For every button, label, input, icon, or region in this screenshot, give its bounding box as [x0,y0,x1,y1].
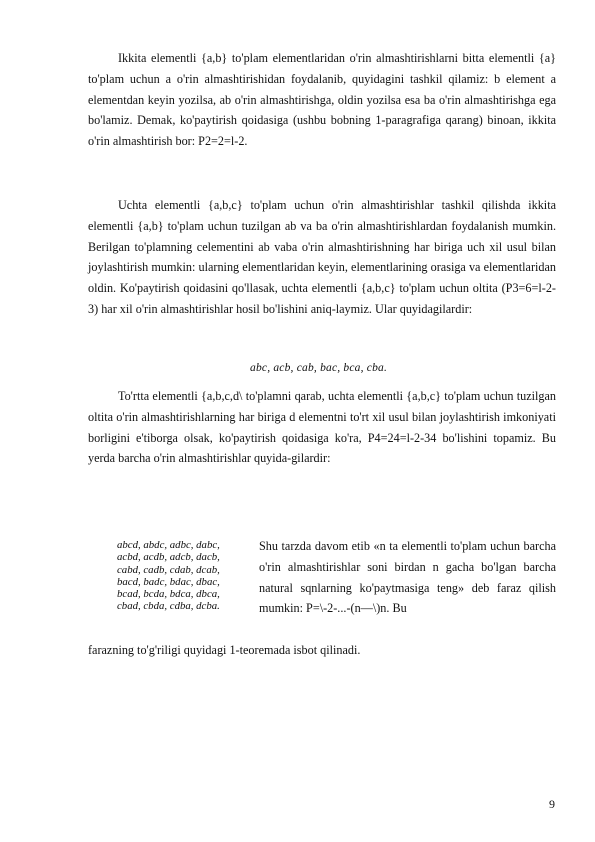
permutation-row: cbad, cbda, cdba, dcba. [117,600,220,613]
page-number: 9 [549,797,555,811]
three-element-permutations: abc, acb, cab, bac, bca, cba. [250,362,388,374]
paragraph-four-element [88,386,556,469]
paragraph-text: Ikkita elementli {a,b} to'plam elementlaridan o'rin almashtirishlarni bitta elementli {a} to'plam uchun a o'rin almashtirishidan foydalanib, quyidagini tashkil qilamiz: b element a elementdan keyin yozilsa, ab o'rin almashtirishga, oldin yozilsa esa ba o'rin almashtirishga ega bo'lamiz. Demak, ko'paytirish qoidasiga (ushbu bobning 1-paragrafiga qarang) binoan, ikkita o'rin almashtirish bor: P2=2=l-2. [88,51,556,149]
permutation-row: bacd, badc, bdac, dbac, [117,575,220,588]
permutation-row: bcad, bcda, bdca, dbca, [117,588,220,601]
paragraph-three-element [88,195,556,320]
permutation-row: cabd, cadb, cdab, dcab, [117,563,220,576]
paragraph-two-element [88,48,556,152]
paragraph-text: To'rtta elementli {a,b,c,d\ to'plamni qarab, uchta elementli {a,b,c} to'plam uchun tuzilgan oltita o'rin almashtirishlarning har biriga d elementni to'rt xil usul bilan joylashtirish imkoniyati borligini e'tiborga olsak, ko'paytirish qoidasiga ko'ra, P4=24=l-2-34 bo'lishini topamiz. Bu yerda barcha o'rin almashtirishlar quyida-gilardir: [88,389,556,466]
four-element-permutations-table [117,539,220,613]
paragraph-text: Uchta elementli {a,b,c} to'plam uchun o'rin almashtirishlar tashkil qilishda ikkita elementli {a,b} to'plam uchun tuzilgan ab va ba o'rin almashtirishlardan foydalanish mumkin. Berilgan to'plamning celementini ab vaba o'rin almashtirishning har biriga uch xil usul bilan joylashtirish mumkin: ularning elementlaridan keyin, elementlarining orasiga va elementlaridan oldin. Ko'paytirish qoidasini qo'llasak, uchta elementli {a,b,c} to'plam uchun oltita (P3=6=l-2-3) har xil o'rin almashtirishlar hosil bo'lishini aniq-laymiz. Ular quyidagilardir: [88,198,556,316]
permutation-row: abcd, abdc, adbc, dabc, [117,539,220,551]
permutation-row: acbd, acdb, adcb, dacb, [117,551,220,564]
paragraph-general-hypothesis: Shu tarzda davom etib «n ta elementli to'plam uchun barcha o'rin almashtirishlar soni birdan n gacha bo'lgan barcha natural sqnlarning ko'paytmasiga teng» deb faraz qilish mumkin: P=\-2-...-(n—\)n. Bu [259,539,556,616]
paragraph-general-hypothesis-cont: farazning to'g'riligi quyidagi 1-teoremada isbot qilinadi. [88,643,361,657]
